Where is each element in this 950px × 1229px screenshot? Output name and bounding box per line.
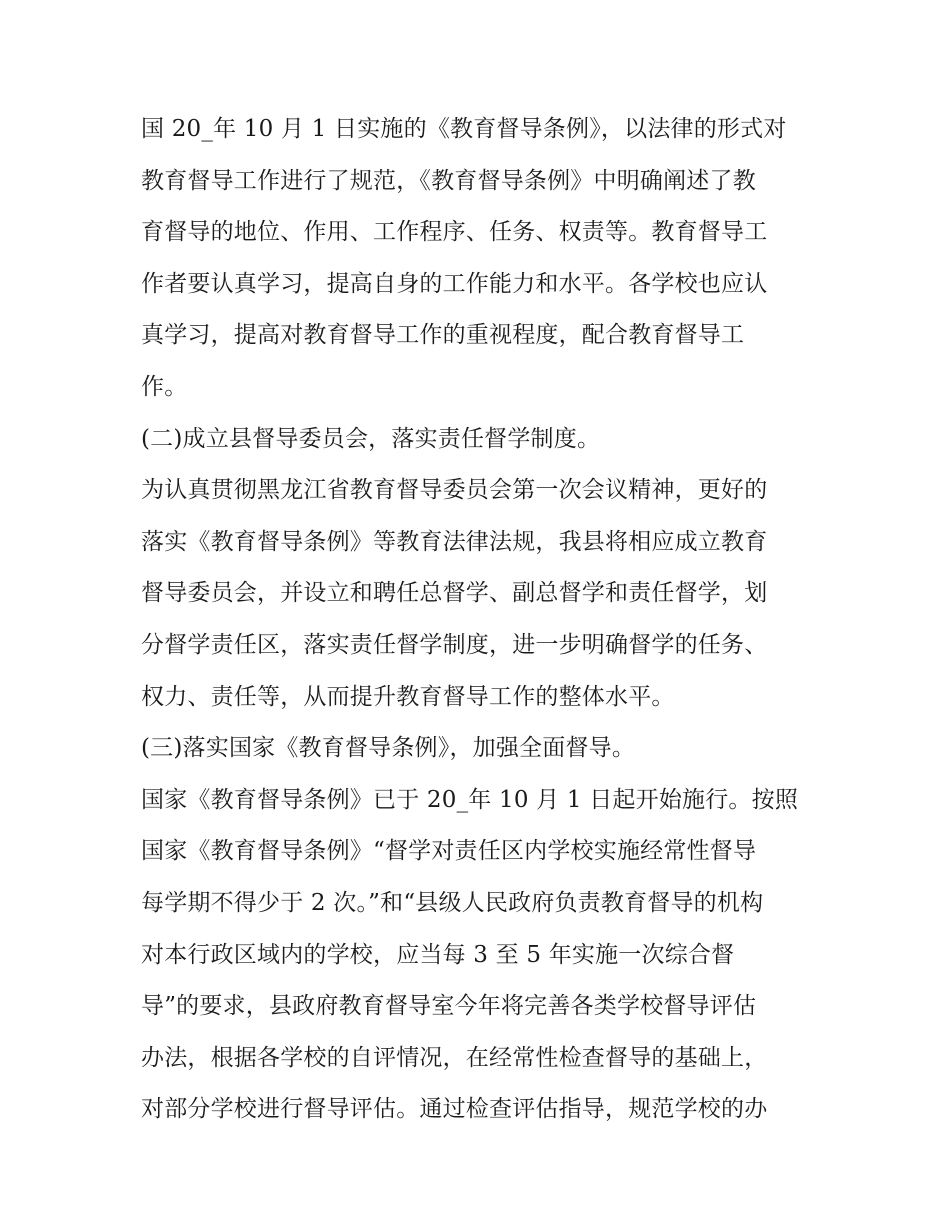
text-line: 教育督导工作进行了规范，《教育督导条例》中明确阐述了教 (141, 167, 756, 194)
text-line: 真学习，提高对教育督导工作的重视程度，配合教育督导工 (141, 322, 745, 349)
text-line: 国 20_年 10 月 1 日实施的《教育督导条例》，以法律的形式对 (141, 116, 787, 142)
text-line: 督导委员会，并设立和聘任总督学、副总督学和责任督学，划 (141, 580, 768, 607)
text-line: 为认真贯彻黑龙江省教育督导委员会第一次会议精神，更好的 (141, 477, 768, 504)
text-line: 育督导的地位、作用、工作程序、任务、权责等。教育督导工 (141, 219, 768, 246)
text-line: 国家《教育督导条例》“督学对责任区内学校实施经常性督导 (141, 838, 757, 865)
text-line: 对部分学校进行督导评估。通过检查评估指导，规范学校的办 (141, 1096, 768, 1123)
text-line: 权力、责任等，从而提升教育督导工作的整体水平。 (141, 683, 675, 710)
document-body (141, 104, 816, 1136)
text-line: 国家《教育督导条例》已于 20_年 10 月 1 日起开始施行。按照 (141, 786, 799, 813)
text-line: 作者要认真学习，提高自身的工作能力和水平。各学校也应认 (141, 270, 768, 297)
section-heading-2: (二)成立县督导委员会，落实责任督学制度。 (141, 425, 601, 452)
section-heading-3: (三)落实国家《教育督导条例》，加强全面督导。 (141, 735, 636, 762)
text-line: 办法，根据各学校的自评情况，在经常性检查督导的基础上， (141, 1044, 768, 1071)
text-line: 分督学责任区，落实责任督学制度，进一步明确督学的任务、 (141, 631, 768, 658)
text-line: 落实《教育督导条例》等教育法律法规，我县将相应成立教育 (141, 528, 768, 555)
text-line: 对本行政区域内的学校，应当每 3 至 5 年实施一次综合督 (141, 941, 735, 968)
text-line: 每学期不得少于 2 次。”和“县级人民政府负责教育督导的机构 (141, 889, 764, 916)
text-line: 作。 (141, 373, 188, 400)
text-line: 导”的要求，县政府教育督导室今年将完善各类学校督导评估 (141, 993, 757, 1020)
